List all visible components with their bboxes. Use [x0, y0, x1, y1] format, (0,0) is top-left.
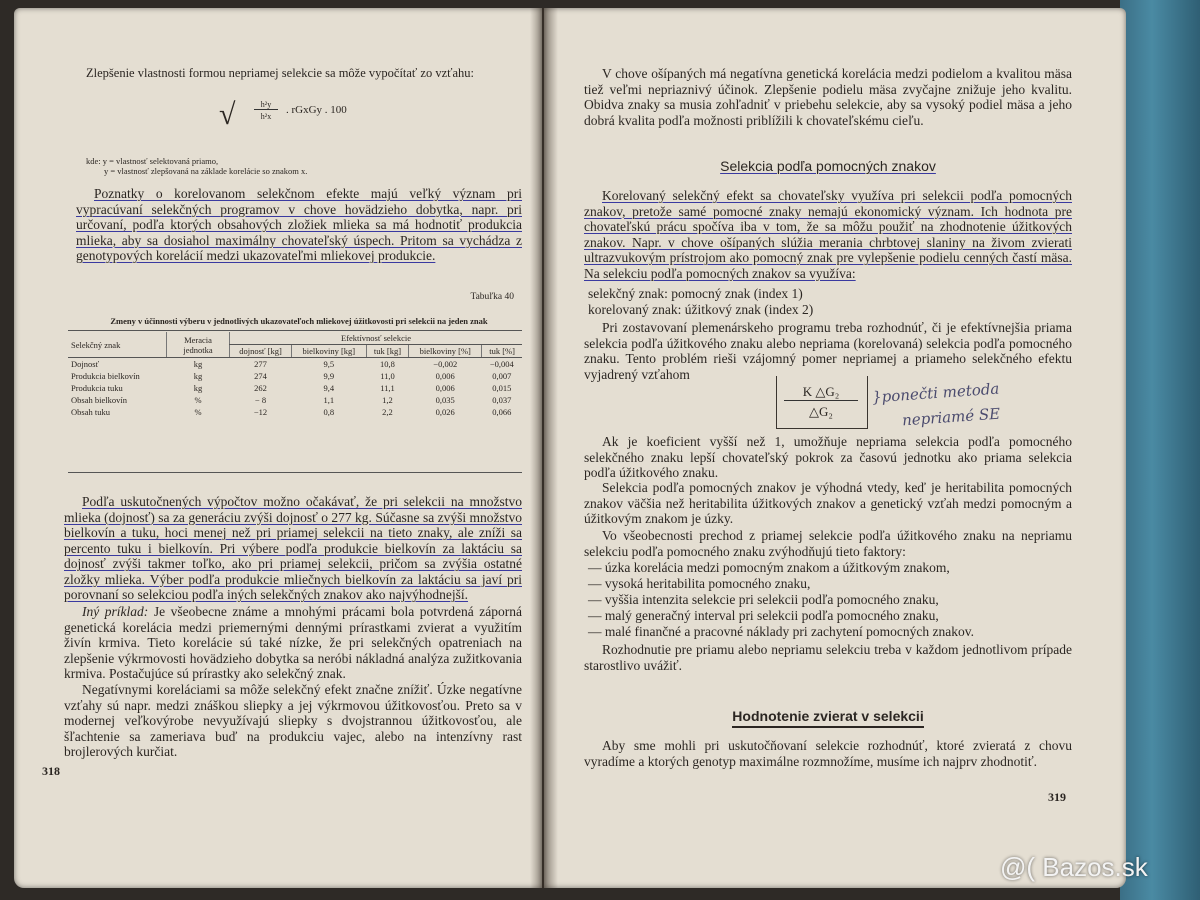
formula-rest: . rGxGy . 100	[286, 104, 347, 116]
right-page	[544, 8, 1126, 888]
paragraph-advantage: Selekcia podľa pomocných znakov je výhodná vtedy, keď je heritabilita pomocných znakov väčšia než heritabilita úžitkových znakov a genetický vzťah medzi pomocným a úžitkovým znakom je úzky.	[584, 480, 1072, 526]
table-cell: 9,4	[323, 383, 335, 393]
table-bottom-rule	[68, 472, 522, 473]
table-header-group: Efektívnosť selekcie	[230, 332, 523, 345]
watermark: @( Bazos.sk	[1000, 852, 1148, 882]
table-row	[68, 406, 522, 418]
handwritten-note-2: nepriamé SE	[901, 404, 1001, 430]
book-gutter	[530, 8, 558, 888]
table-cell: 0,066	[492, 407, 512, 417]
formula-intro: Zlepšenie vlastnosti formou nepriamej selekcie sa môže vypočítať zo vzťahu:	[86, 66, 474, 80]
table-cell: Produkcia bielkovín	[71, 371, 140, 381]
ratio-denominator: △G₂	[809, 404, 833, 419]
paragraph-auxiliary-traits: Korelovaný selekčný efekt sa chovateľsky využíva pri selekcii podľa pomocných znakov, pretože samé pomocné znaky nemajú ekonomický význam. Ich hodnota pre chovateľskú prácu spočíva iba v tom, že sa môžu použiť na zhodnotenie úžitkových znakov. Napr. v chove ošípaných slúžia merania chrbtovej slaniny na živom zvierati ultrazvukovým prístrojom ako pomocný znak pre vylepšenie podielu cenných častí mäsa. Na selekciu podľa pomocných znakov sa využíva:	[584, 188, 1072, 281]
list-item: — malý generačný interval pri selekcii podľa pomocného znaku,	[588, 608, 939, 623]
table-cell: kg	[193, 359, 203, 369]
formula-where-1: kde: y = vlastnosť selektovaná priamo,	[86, 156, 219, 166]
paragraph-negative-correlations: Negatívnymi koreláciami sa môže selekčný efekt značne znížiť. Úzke negatívne vzťahy sú napr. medzi znáškou sliepky a jej výkrmovou úžitkovosťou. Preto sa v modernej veľkovýrobe nevyužívajú sliepky s dvojstrannou úžitkovosťou, ale šľachtenie sa zameriava buď na produkciu vajec, alebo na intenzívny rast brojlerových kurčiat.	[64, 682, 522, 759]
formula-denominator: h²x	[260, 112, 272, 121]
table-cell: 11,1	[380, 383, 395, 393]
formula-numerator: h²y	[254, 100, 278, 110]
table-cell: 0,006	[435, 383, 455, 393]
list-item: — úzka korelácia medzi pomocným znakom a úžitkovým znakom,	[588, 560, 950, 575]
table-col-header: bielkoviny [kg]	[292, 345, 367, 358]
ratio-numerator: K △G₂	[784, 384, 858, 401]
table-cell: 0,026	[435, 407, 455, 417]
page-number-left: 318	[42, 764, 60, 778]
book-cover-edge	[1120, 0, 1200, 900]
table-caption: Zmeny v účinnosti výberu v jednotlivých ukazovateľoch mliekovej úžitkovosti pri selekcii na jeden znak	[110, 316, 488, 326]
table-col-header: tuk [%]	[482, 345, 522, 358]
heading-animal-evaluation: Hodnotenie zvierat v selekcii	[584, 708, 1072, 724]
table-cell: 9,5	[323, 359, 335, 369]
table-cell: Obsah tuku	[71, 407, 110, 417]
other-example-label: Iný príklad:	[82, 604, 149, 619]
table-cell: Dojnosť	[71, 359, 100, 369]
table-cell: 0,8	[323, 407, 335, 417]
paragraph-correlated-effect: Poznatky o korelovanom selekčnom efekte majú veľký význam pri vypracúvaní selekčných programov v chove hovädzieho dobytka, napr. pri určovaní, podľa ktorých obsahových zložiek mlieka sa má hodnotiť produkcia mlieka, aby sa dosiahol maximálny chovateľský úspech. Pritom sa vychádza z genotypových korelácií medzi ukazovateľmi mliekovej produkcie.	[76, 186, 522, 263]
page-number-right: 319	[1048, 790, 1066, 804]
formula-where-2: y = vlastnosť zlepšovaná na základe korelácie so znakom x.	[104, 166, 308, 176]
table-cell: 0,007	[492, 371, 512, 381]
table-top-rule	[68, 330, 522, 331]
list-item: — vysoká heritabilita pomocného znaku,	[588, 576, 811, 591]
selection-table	[68, 332, 522, 418]
left-page	[14, 8, 542, 888]
table-cell: 0,035	[435, 395, 455, 405]
paragraph-breeding-program: Pri zostavovaní plemenárskeho programu treba rozhodnúť, či je efektívnejšia priama selekcia podľa úžitkového znaku alebo nepriama (korelovaná) selekcia podľa pomocného znaku. Tento problém rieši vzájomný pomer nepriamej a priameho selekčného efektu vyjadrený vzťahom	[584, 320, 1072, 382]
table-cell: 2,2	[382, 407, 393, 417]
paragraph-pigs: V chove ošípaných má negatívna genetická korelácia medzi podielom a kvalitou mäsa tiež veľmi nepriaznivý účinok. Zlepšenie podielu mäsa zvyčajne znižuje jeho kvalitu. Obidva znaky sa musia zohľadniť v priebehu selekcie, aby sa vysoký podiel mäsa a jeho dobrá kvalita podľa možnosti priblížili k chovateľskému cieľu.	[584, 66, 1072, 128]
table-row	[68, 382, 522, 394]
table-cell: 0,006	[435, 371, 455, 381]
paragraph-evaluation: Aby sme mohli pri uskutočňovaní selekcie rozhodnúť, ktoré zvieratá z chovu vyradíme a ktorých genotyp maximálne rozmnožíme, musíme ich najprv zhodnotiť.	[584, 738, 1072, 769]
paragraph-decision: Rozhodnutie pre priamu alebo nepriamu selekciu treba v každom jednotlivom prípade starostlivo uvážiť.	[584, 642, 1072, 673]
handwritten-note-1: }ponečti metoda	[871, 379, 1000, 407]
table-cell: 11,0	[380, 371, 395, 381]
table-cell: %	[194, 407, 202, 417]
table-cell: kg	[193, 371, 203, 381]
table-row	[68, 358, 522, 371]
table-row	[68, 370, 522, 382]
table-cell: 0,015	[492, 383, 512, 393]
table-cell: 262	[254, 383, 267, 393]
table-cell: 1,2	[382, 395, 393, 405]
table-cell: −0,004	[489, 359, 514, 369]
list-item: — malé finančné a pracovné náklady pri zachytení pomocných znakov.	[588, 624, 974, 639]
table-label: Tabuľka 40	[470, 292, 514, 302]
other-example-text: Je všeobecne známe a mnohými prácami bola potvrdená záporná genetická korelácia medzi priemernými dennými prírastkami zvierat a využitím živín krmiva. Tieto korelácie sú také nízke, že pri selekčných opatreniach na zlepšenie výkrmovosti hovädzieho dobytka sa neróbi nákladná analýza zužitkovania krmiva. Postačujúce sú prírastky ako selekčný znak.	[64, 604, 523, 681]
table-cell: 9,9	[323, 371, 335, 381]
paragraph-factors-intro: Vo všeobecnosti prechod z priamej selekcie podľa úžitkového znaku na nepriamu selekciu podľa pomocného znaku zvýhodňujú tieto faktory:	[584, 528, 1072, 559]
paragraph-results: Podľa uskutočnených výpočtov možno očakávať, že pri selekcii na množstvo mlieka (dojnosť) sa za generáciu zvýši dojnosť o 277 kg. Súčasne sa zvýši množstvo bielkovín a tuku, hoci menej než pri priamej selekcii na tieto znaky, ale zníži sa percento tuku i bielkovín. Pri výbere podľa produkcie bielkovín za laktáciu sa dojnosť zvýši takmer toľko, ako pri priamej selekcii, pričom sa zvýšia ostatné zložky mlieka. Výber podľa produkcie mliečnych bielkovín za laktáciu sa javí pri porovnaní so selekciou podľa iných selekčných znakov ako najvýhodnejší.	[64, 494, 522, 602]
line-correlated-trait: korelovaný znak: úžitkový znak (index 2)	[588, 302, 814, 317]
paragraph-other-example	[64, 604, 522, 682]
table-cell: Obsah bielkovín	[71, 395, 127, 405]
formula-root: √	[219, 98, 236, 131]
list-item: — vyššia intenzita selekcie pri selekcii podľa pomocného znaku,	[588, 592, 939, 607]
table-cell: 277	[254, 359, 267, 369]
table-cell: −12	[253, 407, 268, 417]
table-cell: 0,037	[492, 395, 512, 405]
line-selection-trait: selekčný znak: pomocný znak (index 1)	[588, 286, 803, 301]
table-col-header: bielkoviny [%]	[409, 345, 482, 358]
table-col-header: dojnosť [kg]	[230, 345, 292, 358]
table-cell: 1,1	[323, 395, 335, 405]
table-cell: − 8	[254, 395, 267, 405]
heading-auxiliary-traits: Selekcia podľa pomocných znakov	[720, 158, 936, 174]
table-header-jednotka: Meracia jednotka	[167, 332, 230, 358]
table-cell: kg	[193, 383, 203, 393]
table-cell: 10,8	[380, 359, 395, 369]
table-cell: −0,002	[433, 359, 458, 369]
table-header-znak: Selekčný znak	[68, 332, 167, 358]
paragraph-coefficient: Ak je koeficient vyšší než 1, umožňuje nepriama selekcia podľa pomocného selekčného znaku lepší chovateľský pokrok za časovú jednotku ako priama selekcia podľa úžitkového znaku.	[584, 434, 1072, 480]
table-cell: Produkcia tuku	[71, 383, 123, 393]
table-cell: 274	[254, 371, 267, 381]
table-cell: %	[194, 395, 202, 405]
table-row	[68, 394, 522, 406]
table-col-header: tuk [kg]	[366, 345, 409, 358]
